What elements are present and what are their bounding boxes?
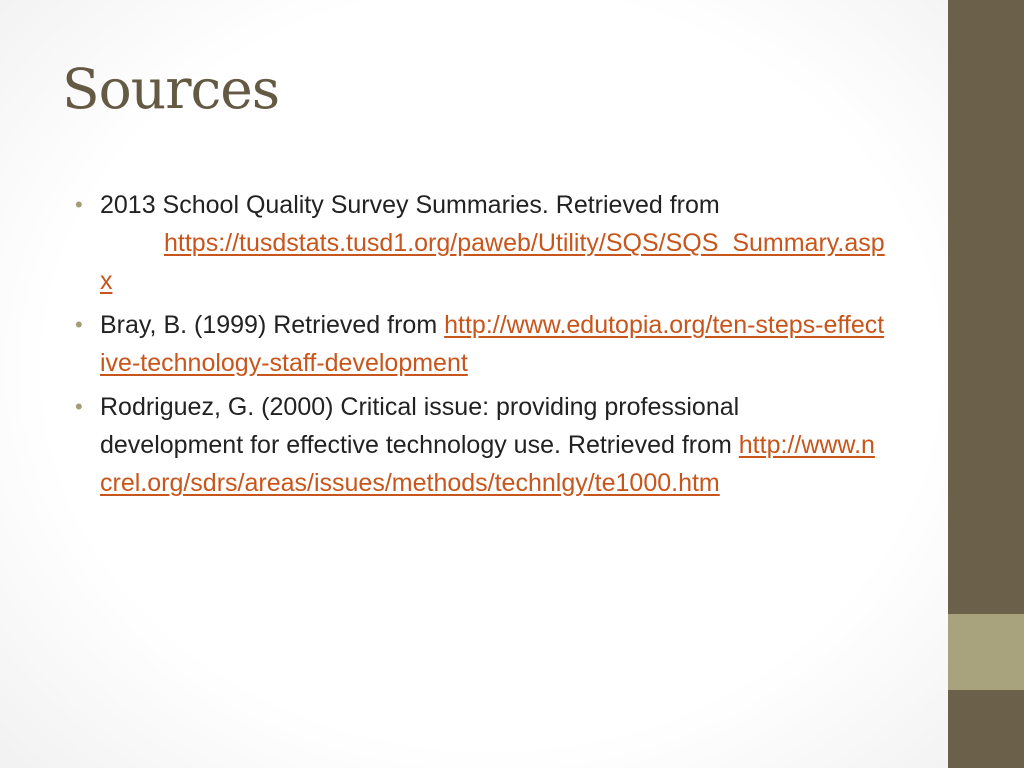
decorative-side-accent [948,614,1024,690]
source-link[interactable]: https://tusdstats.tusd1.org/paweb/Utility/SQS/SQS_Summary.aspx [100,229,885,295]
source-text: Bray, B. (1999) Retrieved from [100,311,438,339]
slide-title: Sources [62,57,280,121]
source-item [75,186,886,300]
source-link[interactable]: http://www.edutopia.org/ten-steps-effective-technology-staff-development [100,311,885,377]
source-list [75,186,886,508]
source-item [75,306,886,382]
bullet-icon: • [75,394,83,419]
bullet-icon: • [75,312,83,337]
source-link[interactable]: http://www.ncrel.org/sdrs/areas/issues/methods/technlgy/te1000.htm [100,431,875,497]
source-item [75,388,886,502]
bullet-icon: • [75,192,83,217]
source-text: Rodriguez, G. (2000) Critical issue: providing professional development for effective technology use. Retrieved from [100,393,740,459]
source-text: 2013 School Quality Survey Summaries. Retrieved from [100,191,720,219]
